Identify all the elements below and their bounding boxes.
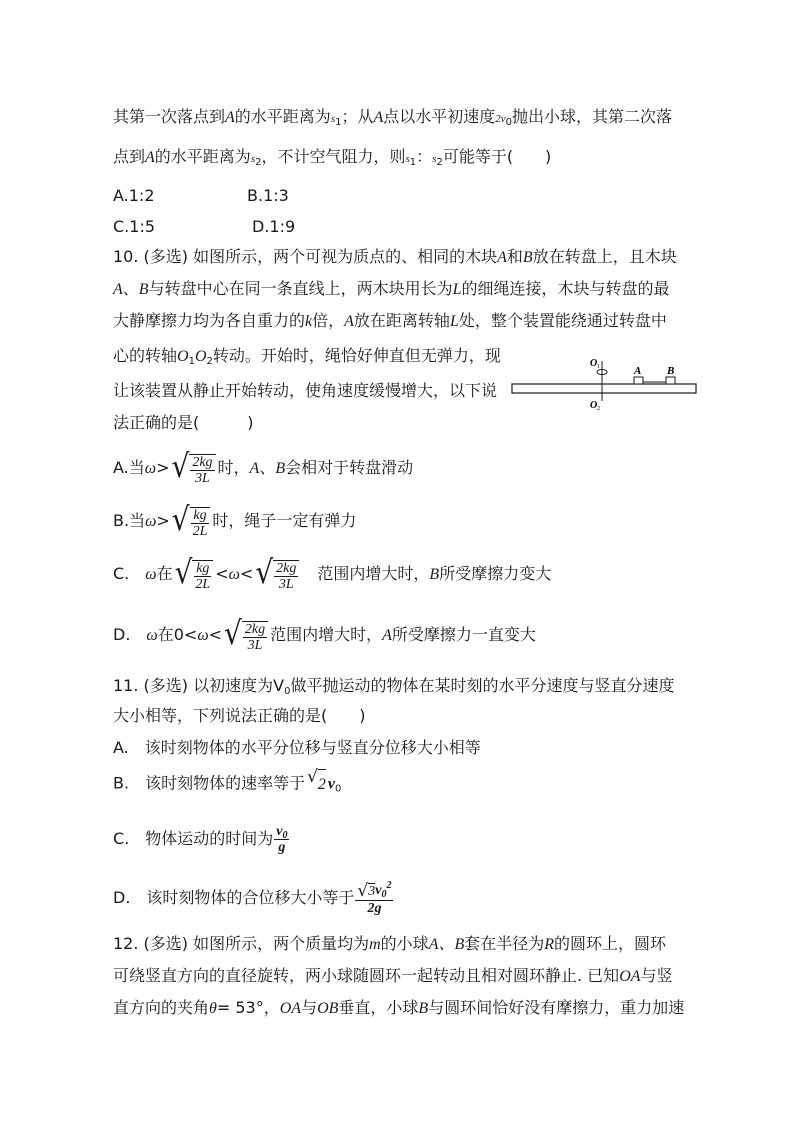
var-L: L: [452, 281, 462, 298]
q9-option-c: C.1:5: [113, 217, 156, 236]
var-OA: OA: [279, 1000, 302, 1017]
q10-line-2: [113, 278, 670, 301]
var-O: O: [177, 348, 189, 365]
text: 处，整个装置能绕通过转盘中: [458, 311, 667, 330]
text: 放在距离转轴: [353, 311, 450, 330]
numerator: kg: [196, 560, 210, 576]
denominator: 3L: [195, 470, 210, 486]
sqrt-2kg-3L: √ $\frac{2kg}{3L}$: [255, 558, 299, 592]
var-A: A: [382, 627, 392, 644]
text: >: [156, 458, 170, 477]
subscript: 1: [409, 157, 417, 168]
text: 、: [122, 279, 139, 298]
text: 时，: [217, 458, 250, 477]
text: 范围内增大时，: [301, 564, 430, 583]
var-2v: 2v: [495, 113, 506, 125]
var-omega: ω: [145, 513, 157, 530]
var-A: A: [373, 109, 384, 126]
text: <: [215, 564, 229, 583]
denominator: 3L: [247, 637, 263, 653]
sqrt-3: √ 3: [357, 880, 376, 901]
text: 点以水平初速度: [383, 107, 496, 126]
q9-option-b: B.1:3: [247, 186, 289, 205]
var-omega: ω: [146, 627, 158, 644]
text: C. 物体运动的时间为: [113, 829, 274, 848]
q11-line-2: 大小相等，下列说法正确的是( ): [113, 706, 366, 725]
text: 其第一次落点到: [113, 107, 226, 126]
var-s: s: [250, 153, 256, 165]
var-A: A: [225, 109, 235, 126]
block-a: [634, 377, 643, 384]
fraction-sqrt3v0sq-2g: [355, 879, 393, 916]
var-B: B: [522, 249, 533, 266]
subscript: 1: [335, 117, 342, 128]
turntable-disc: [512, 384, 696, 393]
text: 的圆环上，圆环: [554, 934, 667, 953]
q11-option-d: [113, 878, 394, 918]
subscript: 0: [282, 830, 288, 841]
text: C.: [113, 564, 146, 583]
text: 所受摩擦力变大: [439, 564, 552, 583]
q10-line-5: 让该装置从静止开始转动，使角速度缓慢增大，以下说: [113, 381, 498, 400]
text: ，不计空气阻力，则: [261, 147, 406, 166]
text: B. 该时刻物体的速率等于: [113, 773, 306, 793]
text: 12. (多选) 如图所示，两个质量均为: [113, 934, 370, 953]
text: 范围内增大时，: [270, 625, 383, 644]
text: 大静摩擦力均为各自重力的: [113, 311, 306, 330]
q12-line-3: [113, 997, 684, 1020]
subscript: 1: [188, 356, 195, 367]
text: 直方向的夹角: [113, 998, 210, 1017]
sqrt-kg-2L: √ $\frac{kg}{2L}$: [172, 505, 211, 539]
text: 时，绳子一定有弹力: [212, 511, 357, 530]
var-B: B: [429, 566, 440, 583]
numerator: v: [276, 824, 283, 839]
numerator: 2kg: [276, 560, 297, 576]
text: 转动。开始时，绳恰好伸直但无弹力，现: [212, 346, 501, 365]
text: = 53°，: [216, 998, 280, 1017]
numerator: kg: [193, 507, 207, 523]
var-OA: OA: [619, 968, 641, 985]
q12-line-1: [113, 933, 666, 956]
text: 的水平距离为: [154, 147, 251, 166]
text: 与竖: [640, 966, 673, 985]
subscript: 2: [436, 157, 443, 168]
text: <: [208, 625, 223, 644]
q9-line-2: [113, 146, 551, 170]
denominator: 2g: [367, 900, 382, 916]
denominator: 3L: [278, 576, 294, 592]
q11-option-c: [113, 820, 290, 858]
var-omega: ω: [228, 566, 240, 583]
text: 点到: [113, 147, 146, 166]
text: 在: [157, 625, 174, 644]
label-b: B: [667, 365, 675, 377]
text: 与: [301, 998, 318, 1017]
text: 、: [259, 458, 276, 477]
var-theta: θ: [209, 1000, 217, 1017]
text: 所受摩擦力一直变大: [391, 625, 536, 644]
var-A: A: [113, 281, 123, 298]
text: 的水平距离为: [234, 107, 331, 126]
text: 与圆环间恰好没有摩擦力，重力加速: [428, 998, 685, 1017]
sqrt-2kg-3L: √ $\frac{2kg}{3L}$: [171, 452, 215, 486]
label-o1-sub: 1: [597, 364, 600, 370]
var-A: A: [249, 460, 260, 477]
var-L: L: [449, 313, 459, 330]
numerator: 2kg: [192, 454, 213, 470]
var-omega: ω: [144, 460, 157, 477]
var-omega: ω: [197, 627, 209, 644]
text: D. 该时刻物体的合位移大小等于: [113, 888, 355, 907]
text: 做平抛运动的物体在某时刻的水平分速度与竖直分速度: [290, 676, 675, 695]
subscript: 0: [381, 888, 387, 900]
var-B: B: [418, 1000, 429, 1017]
text: >: [156, 511, 170, 530]
text: B.当: [113, 511, 146, 530]
q10-line-4: [113, 345, 501, 368]
text: 垂直，小球: [338, 998, 419, 1017]
label-o2: O: [590, 400, 598, 411]
q11-option-b: [113, 768, 341, 800]
var-A: A: [497, 249, 507, 266]
subscript: 2: [206, 356, 213, 367]
var-V: V: [273, 676, 285, 695]
q10-option-c: [113, 552, 552, 592]
var-v: v: [375, 882, 382, 898]
text: 心的转轴: [113, 346, 178, 365]
var-R: R: [544, 936, 555, 953]
q9-option-a: A.1:2: [113, 186, 155, 205]
q12-line-2: [113, 965, 673, 988]
var-s: s: [405, 153, 410, 165]
label-a: A: [634, 365, 642, 377]
denominator: g: [278, 840, 286, 855]
text: 与转盘中心在同一条直线上，两木块用长为: [148, 279, 453, 298]
text: 的小球: [380, 934, 429, 953]
subscript: 0: [505, 117, 513, 128]
sqrt-kg-2L: √ $\frac{kg}{2L}$: [175, 558, 214, 592]
label-o1: O: [590, 358, 598, 369]
var-k: k: [305, 313, 313, 330]
q10-option-b: [113, 499, 357, 539]
var-m: m: [369, 936, 381, 953]
text: 放在转盘上，且木块: [532, 247, 677, 266]
text: D.: [113, 625, 147, 644]
var-A: A: [145, 149, 155, 166]
text: <: [239, 564, 254, 583]
var-s: s: [432, 153, 437, 165]
turntable-diagram: [510, 357, 700, 413]
text: 可绕竖直方向的直径旋转，两小球随圆环一起转动且相对圆环静止. 已知: [113, 966, 620, 985]
subscript: 0: [284, 686, 291, 697]
text: 0<: [173, 625, 198, 644]
text: 抛出小球，其第二次落: [512, 107, 673, 126]
q9-line-1: [113, 106, 672, 130]
subscript: 0: [335, 783, 342, 795]
text: 套在半径为: [464, 934, 545, 953]
q11-option-a: A. 该时刻物体的水平分位移与竖直分位移大小相等: [113, 738, 481, 757]
var-v: v: [327, 775, 336, 793]
fraction-v0-g: [274, 824, 289, 855]
q10-option-d: [113, 613, 536, 653]
var-B: B: [138, 281, 149, 298]
var-A-B: A、B: [428, 936, 465, 953]
var-s: s: [330, 113, 336, 125]
radicand: 3: [368, 884, 376, 899]
var-A: A: [344, 313, 354, 330]
radicand: 2: [317, 776, 326, 793]
text: A.当: [113, 458, 145, 477]
text: 在: [156, 564, 173, 583]
q10-option-a: [113, 446, 414, 486]
superscript: 2: [386, 879, 392, 891]
var-omega: ω: [145, 566, 157, 583]
label-o2-sub: 2: [597, 406, 600, 412]
text: 10. (多选) 如图所示，两个可视为质点的、相同的木块: [113, 247, 498, 266]
q11-line-1: [113, 675, 674, 697]
sqrt-2: √ 2: [307, 768, 326, 800]
text: 会相对于转盘滑动: [285, 458, 414, 477]
text: 11. (多选) 以初速度为: [113, 676, 274, 695]
subscript: 2: [255, 157, 262, 168]
denominator: 2L: [195, 576, 211, 592]
text: ：: [416, 147, 433, 166]
text: ；从: [341, 107, 374, 126]
sqrt-2kg-3L: √ $\frac{2kg}{3L}$: [224, 619, 268, 653]
q10-line-6: 法正确的是( ): [113, 413, 254, 432]
block-b: [666, 377, 675, 384]
text: 的细绳连接，木块与转盘的最: [461, 279, 670, 298]
q9-option-d: D.1:9: [252, 217, 296, 236]
var-B: B: [275, 460, 286, 477]
q10-line-3: [113, 310, 667, 333]
text: 可能等于( ): [442, 147, 552, 166]
var-OB: OB: [317, 1000, 339, 1017]
q10-line-1: [113, 246, 677, 269]
text: 倍，: [312, 311, 345, 330]
numerator: 2kg: [244, 621, 266, 637]
denominator: 2L: [192, 523, 208, 539]
text: 和: [506, 247, 523, 266]
var-O: O: [194, 348, 207, 365]
